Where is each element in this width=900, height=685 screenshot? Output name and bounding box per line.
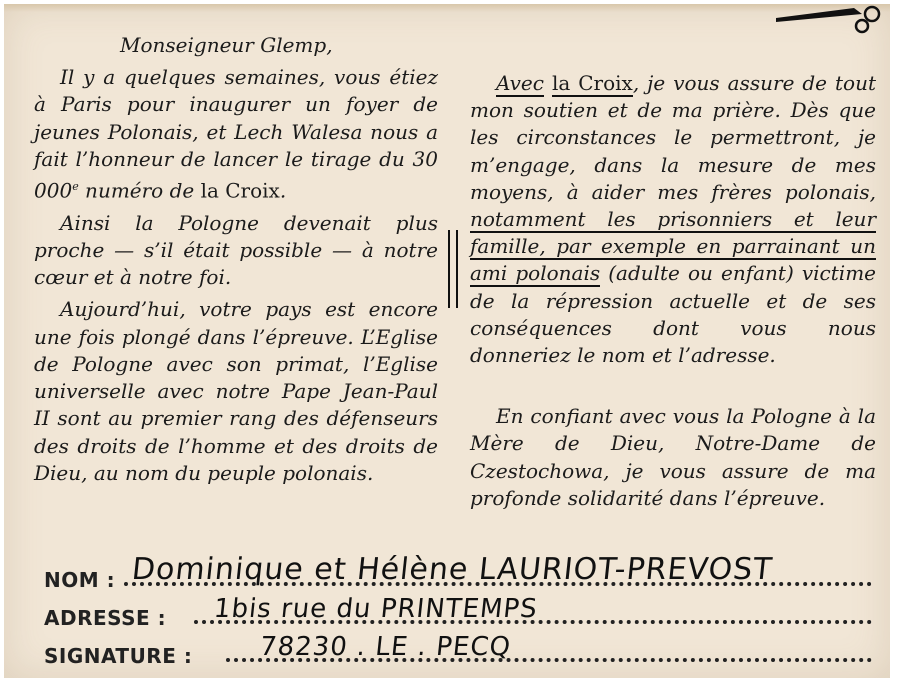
handwritten-margin-mark xyxy=(448,230,458,308)
newspaper-name: la Croix xyxy=(551,71,633,95)
letter-paragraph-3: Aujourd’hui, votre pays est encore une fois plongé dans l’épreuve. L’Eglise de Pologne avec son primat, l’Eglise universelle avec notre Pape Jean-Paul II sont au premier rang des défenseurs des droits de l’homme et des droits de Dieu, au nom du peuple polonais. xyxy=(34,297,438,485)
reply-form xyxy=(44,552,884,676)
letter-paragraph-5: En confiant avec vous la Pologne à la Mère de Dieu, Notre-Dame de Czestochowa, je vous assure de ma profonde solidarité dans l’épreuve. xyxy=(470,404,876,510)
nom-label: NOM : xyxy=(44,568,116,592)
adresse-handwritten-value: 1bis rue du PRINTEMPS xyxy=(212,594,540,624)
adresse-label: ADRESSE : xyxy=(44,606,167,630)
letter-paragraph-1: Il y a quelques semaines, vous étiez à Paris pour inaugurer un foyer de jeunes Polonais, et Lech Walesa nous a fait l’honneur de lancer le tirage du 30 000e numéro de la Croix. xyxy=(34,65,438,203)
form-row-signature xyxy=(44,632,884,676)
letter-right-column xyxy=(470,70,876,512)
underlined-passage: notamment les prisonniers et leur famille, par exemple en parrainant un ami polonais xyxy=(470,207,876,286)
nom-handwritten-value: Dominique et Hélène LAURIOT-PREVOST xyxy=(130,552,775,587)
letter-salutation: Monseigneur Glemp, xyxy=(120,33,333,57)
newspaper-clipping xyxy=(4,4,890,678)
signature-handwritten-value: 78230 . LE . PECQ xyxy=(258,632,513,662)
letter-paragraph-2: Ainsi la Pologne devenait plus proche — s’il était possible — à notre cœur et à notre foi. xyxy=(34,210,438,290)
signature-label: SIGNATURE : xyxy=(44,644,193,668)
scissors-icon xyxy=(776,4,886,36)
newspaper-name: la Croix xyxy=(200,178,280,203)
letter-left-column xyxy=(34,32,438,487)
letter-paragraph-4: Avec la Croix, je vous assure de tout mon soutien et de ma prière. Dès que les circonstances le permettront, je m’engage, dans la mesure de mes moyens, à aider mes frères polonais, notamment les prisonniers et leur famille, par exemple en parrainant un ami polonais (adulte ou enfant) victime de la répression actuelle et de ses conséquences dont vous nous donneriez le nom et l’adresse. xyxy=(470,71,876,368)
